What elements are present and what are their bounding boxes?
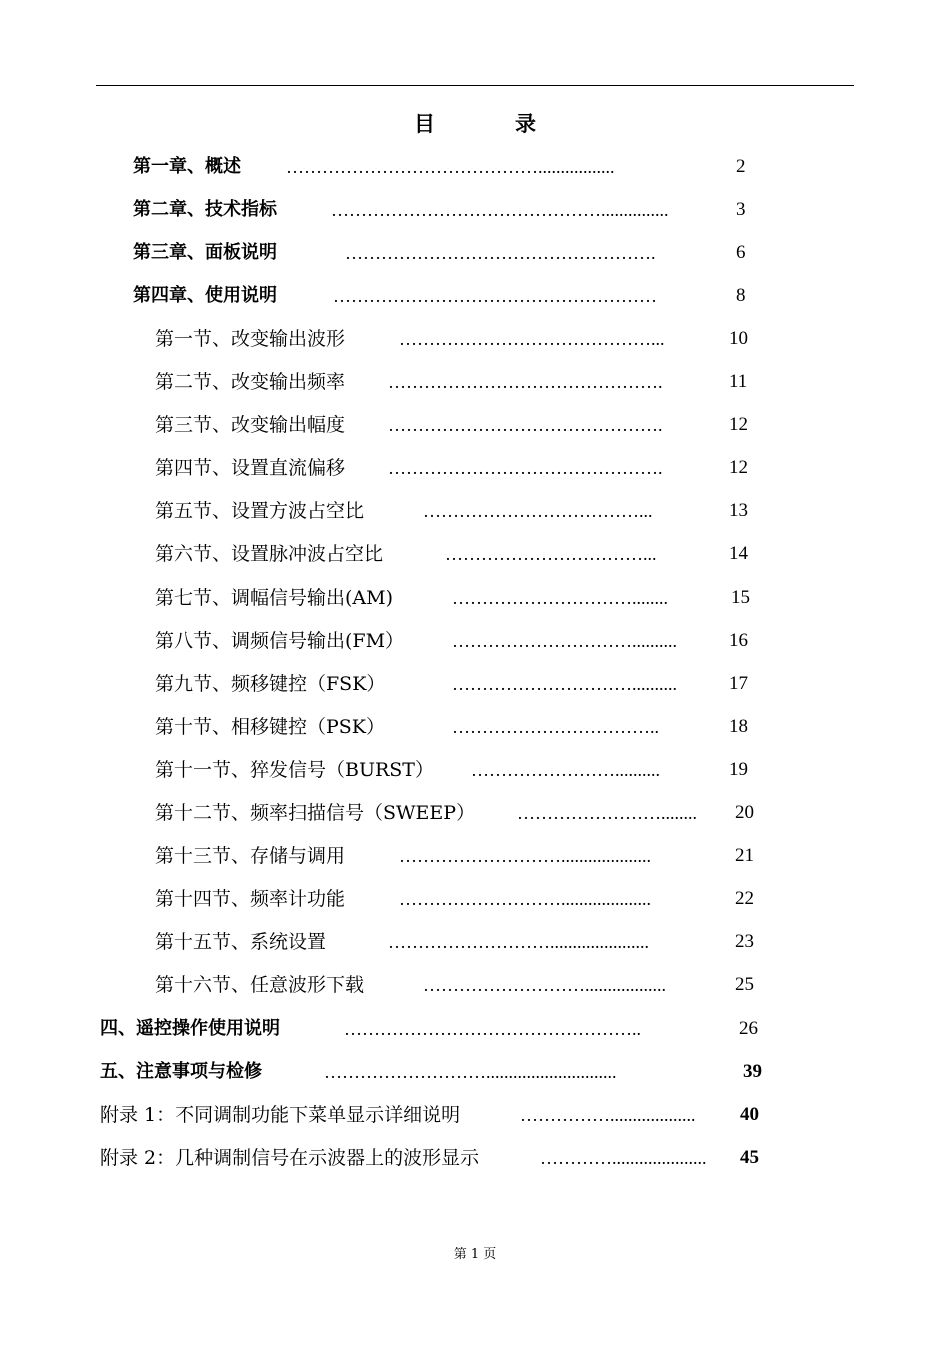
- toc-entry-leader: …………………………..........: [452, 674, 677, 694]
- toc-entry-part-5[interactable]: [100, 1058, 780, 1086]
- toc-entry-page: 39: [743, 1061, 762, 1082]
- toc-entry-page: 16: [729, 630, 748, 651]
- toc-entry-chapter-3[interactable]: [133, 239, 763, 267]
- toc-entry-label: 第十五节、系统设置: [155, 931, 327, 953]
- toc-entry-page: 12: [729, 457, 748, 478]
- toc-entry-part-4[interactable]: [100, 1015, 780, 1043]
- toc-entry-label: 第五节、设置方波占空比: [155, 500, 365, 522]
- toc-entry-section-6[interactable]: [155, 540, 775, 568]
- toc-entry-label: 第三章、面板说明: [133, 242, 277, 263]
- toc-entry-leader: ……………………………………….: [388, 372, 663, 392]
- toc-entry-leader: ………………………………...: [423, 501, 653, 521]
- toc-entry-leader: ……………………………………….: [388, 415, 663, 435]
- toc-entry-label: 第二节、改变输出频率: [155, 371, 346, 393]
- toc-entry-label: 第十六节、任意波形下载: [155, 974, 365, 996]
- toc-entry-leader: ………………………………………………: [333, 286, 657, 306]
- toc-entry-label: 第十二节、频率扫描信号（SWEEP）: [155, 802, 476, 824]
- toc-entry-label: 第一节、改变输出波形: [155, 328, 346, 350]
- toc-entry-page: 40: [740, 1104, 759, 1125]
- toc-entry-label: 第十四节、频率计功能: [155, 888, 346, 910]
- toc-entry-page: 15: [731, 587, 750, 608]
- toc-entry-page: 22: [735, 888, 754, 909]
- toc-entry-label: 五、注意事项与检修: [100, 1061, 262, 1082]
- toc-entry-leader: …………………………..........: [452, 631, 677, 651]
- toc-entry-label: 第六节、设置脉冲波占空比: [155, 543, 384, 565]
- toc-entry-section-8[interactable]: [155, 627, 775, 655]
- toc-entry-leader: ……………...................: [520, 1105, 696, 1125]
- toc-entry-section-1[interactable]: [155, 325, 775, 353]
- toc-entry-label: 第四章、使用说明: [133, 285, 277, 306]
- toc-entry-section-2[interactable]: [155, 368, 775, 396]
- toc-entry-leader: ………………………....................: [399, 889, 651, 909]
- toc-entry-page: 14: [729, 543, 748, 564]
- toc-entry-page: 21: [735, 845, 754, 866]
- toc-entry-chapter-1[interactable]: [133, 153, 763, 181]
- toc-entry-label: 第十三节、存储与调用: [155, 845, 346, 867]
- toc-entry-section-11[interactable]: [155, 756, 775, 784]
- toc-entry-label: 第一章、概述: [133, 156, 241, 177]
- toc-entry-leader: ……………………………………...: [399, 329, 665, 349]
- toc-entry-label: 附录 1：不同调制功能下菜单显示详细说明: [100, 1104, 461, 1126]
- toc-entry-label: 附录 2：几种调制信号在示波器上的波形显示: [100, 1147, 480, 1169]
- toc-entry-page: 12: [729, 414, 748, 435]
- toc-entry-label: 第九节、频移键控（FSK）: [155, 673, 386, 695]
- toc-entry-section-13[interactable]: [155, 842, 775, 870]
- toc-entry-label: 第十一节、猝发信号（BURST）: [155, 759, 434, 781]
- toc-entry-leader: ………………………………………...............: [331, 200, 669, 220]
- toc-entry-label: 第二章、技术指标: [133, 199, 277, 220]
- toc-entry-leader: …………………………………….................: [286, 157, 615, 177]
- toc-entry-page: 45: [740, 1147, 759, 1168]
- toc-entry-section-4[interactable]: [155, 454, 775, 482]
- toc-entry-chapter-4[interactable]: [133, 282, 763, 310]
- toc-entry-page: 25: [735, 974, 754, 995]
- toc-entry-page: 6: [736, 242, 746, 263]
- toc-entry-leader: ……………………….............................: [324, 1062, 617, 1082]
- toc-entry-appendix-2[interactable]: [100, 1144, 780, 1172]
- toc-entry-section-15[interactable]: [155, 928, 775, 956]
- toc-title: 目录: [414, 112, 616, 136]
- toc-entry-section-5[interactable]: [155, 497, 775, 525]
- toc-entry-page: 8: [736, 285, 746, 306]
- toc-entry-leader: ……………………........: [517, 803, 697, 823]
- toc-entry-page: 10: [729, 328, 748, 349]
- toc-entry-section-3[interactable]: [155, 411, 775, 439]
- toc-entry-section-12[interactable]: [155, 799, 775, 827]
- toc-entry-page: 19: [729, 759, 748, 780]
- toc-entry-label: 第七节、调幅信号输出(AM): [155, 587, 394, 609]
- toc-entry-leader: ………….....................: [540, 1148, 707, 1168]
- toc-entry-leader: ……………………..........: [471, 760, 660, 780]
- toc-entry-page: 13: [729, 500, 748, 521]
- toc-entry-leader: …………………………........: [452, 588, 668, 608]
- toc-entry-leader: ………………………....................: [399, 846, 651, 866]
- toc-entry-leader: …………………………………………..: [344, 1019, 641, 1039]
- toc-entry-appendix-1[interactable]: [100, 1101, 780, 1129]
- toc-entry-page: 18: [729, 716, 748, 737]
- toc-entry-page: 23: [735, 931, 754, 952]
- toc-entry-section-9[interactable]: [155, 670, 775, 698]
- toc-entry-page: 20: [735, 802, 754, 823]
- toc-entry-page: 11: [729, 371, 748, 392]
- toc-entry-section-7[interactable]: [155, 584, 775, 612]
- toc-entry-section-10[interactable]: [155, 713, 775, 741]
- toc-entry-leader: ………………………..................: [423, 975, 666, 995]
- toc-entry-page: 26: [739, 1018, 758, 1039]
- page-footer: 第 1 页: [453, 1247, 497, 1262]
- toc-entry-label: 第十节、相移键控（PSK）: [155, 716, 385, 738]
- toc-entry-leader: ………………………......................: [388, 932, 649, 952]
- toc-entry-leader: ……………………………..: [452, 717, 659, 737]
- toc-entry-label: 第四节、设置直流偏移: [155, 457, 346, 479]
- toc-entry-page: 17: [729, 673, 748, 694]
- toc-entry-label: 四、遥控操作使用说明: [100, 1018, 280, 1039]
- toc-entry-chapter-2[interactable]: [133, 196, 763, 224]
- toc-entry-leader: ……………………………………….: [388, 458, 663, 478]
- toc-entry-label: 第三节、改变输出幅度: [155, 414, 346, 436]
- toc-entry-leader: ……………………………...: [445, 544, 657, 564]
- toc-entry-section-16[interactable]: [155, 971, 775, 999]
- toc-entry-section-14[interactable]: [155, 885, 775, 913]
- toc-entry-page: 3: [736, 199, 746, 220]
- toc-entry-label: 第八节、调频信号输出(FM）: [155, 630, 405, 652]
- toc-entry-page: 2: [736, 156, 746, 177]
- toc-entry-leader: …………………………………………….: [345, 243, 656, 263]
